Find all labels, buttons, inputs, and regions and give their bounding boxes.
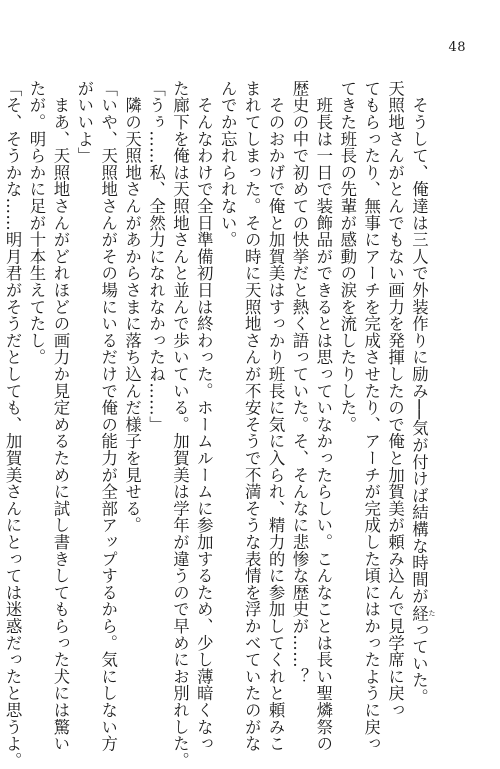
text-line: まあ、天照地さんがどれほどの画力か見定めるために試し書きしてもらった犬には驚い	[50, 80, 70, 752]
text-line: 隣の天照地さんがあからさまに落ち込んだ様子を見せる。	[122, 80, 142, 534]
text-line: 歴史の中で初めての快挙だと熱く語っていた。そ、そんなに悲惨な歴史が……？	[289, 80, 309, 685]
text-line: 「うぅ……私、全然力になれなかったね……」	[146, 80, 166, 433]
text-line: そんなわけで全日準備初日は終わった。ホームルームに参加するため、少し薄暗くなっ	[194, 80, 214, 752]
text-line	[407, 80, 436, 706]
text-line: 「そ、そうかな……明月君がそうだとしても、加賀美さんにとっては迷惑だったと思うよ。	[3, 80, 23, 769]
text-line: たが。明らかに足が十本生えてたし。	[27, 80, 46, 366]
text-line: 「いや、天照地さんがその場にいるだけで俺の能力が全部アップするから。気にしない方	[98, 80, 118, 752]
text-line: た廊下を俺は天照地さんと並んで歩いている。加賀美は学年が違うので早めにお別れした。	[170, 80, 190, 769]
ruby-word	[409, 604, 436, 622]
ruby-reading: た	[428, 604, 436, 622]
text-line: 班長は一日で装飾品ができるとは思っていなかったらしい。こんなことは長い聖燐祭の	[313, 80, 333, 752]
text-line: がいいよ」	[74, 80, 94, 164]
vertical-text-block	[0, 80, 436, 769]
text-line: んでか忘れられない。	[218, 80, 238, 248]
text-line: そのおかげで俺と加賀美はすっかり班長に気に入られ、精力的に参加してくれと頼みこ	[266, 80, 286, 752]
page-number: 48	[448, 40, 466, 55]
text-line: てきた班長の先輩が感動の涙を流したりした。	[337, 80, 357, 433]
text-line: てもらったり、無事にアーチを完成させたり、アーチが完成した頃にはかったように戻っ	[361, 80, 381, 752]
text-fragment: そうして、俺達は三人で外装作りに励み──気が付けば結構な時間が	[409, 80, 429, 605]
text-line: まれてしまった。その時に天照地さんが不安そうで不満そうな表情を浮かべていたのがな	[242, 80, 262, 752]
text-line: 天照地さんがとんでもない画力を発揮したので俺と加賀美が頼み込んで見学席に戻っ	[385, 80, 405, 719]
ruby-base: 経	[409, 604, 429, 622]
text-fragment: っていた。	[409, 621, 429, 706]
